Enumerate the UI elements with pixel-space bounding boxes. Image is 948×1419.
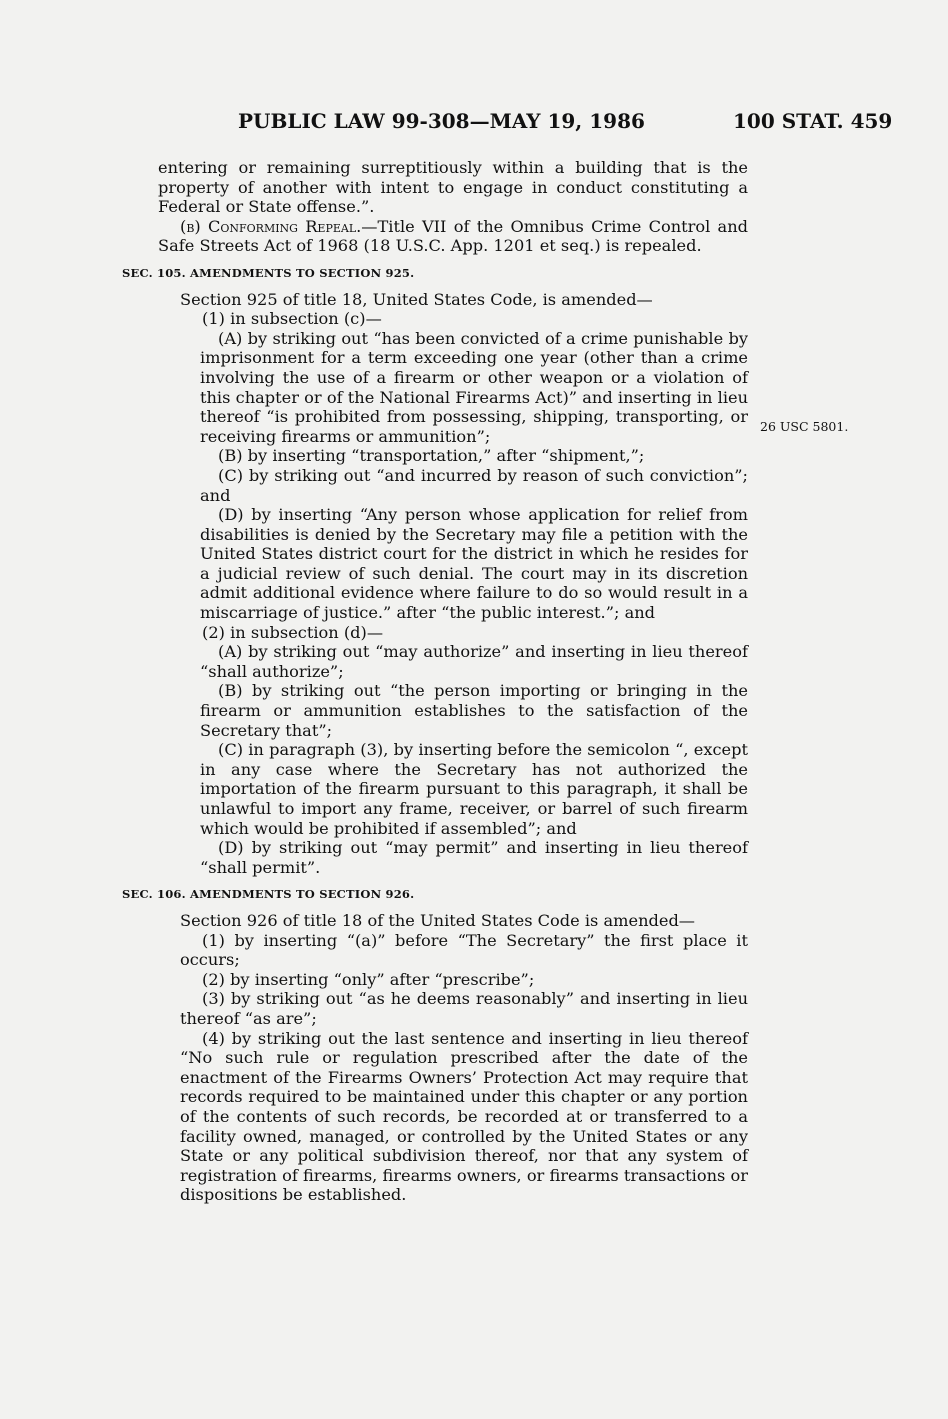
margin-citation: 26 USC 5801.: [760, 419, 849, 434]
section-105-para-1C: (C) by striking out “and incurred by reason of such conviction”; and: [200, 465, 748, 505]
section-heading-106: SEC. 106. AMENDMENTS TO SECTION 926.: [122, 887, 415, 902]
section-105-para-2C: (C) in paragraph (3), by inserting before the semicolon “, except in any case where the Secretary has not authorized the importation of the firearm pursuant to this paragraph, it shall be unlawful to import any frame, receiver, or barrel of such firearm which would be prohibited if assembled”; and: [200, 740, 748, 838]
section-106-para-3: (3) by striking out “as he deems reasonably” and inserting in lieu thereof “as are”;: [180, 989, 748, 1028]
section-106-para-2: (2) by inserting “only” after “prescribe”;: [202, 969, 535, 989]
section-105-para-2B: (B) by striking out “the person importing or bringing in the firearm or ammunition establishes to the satisfaction of the Secretary that”;: [200, 681, 748, 740]
section-heading-105: SEC. 105. AMENDMENTS TO SECTION 925.: [122, 265, 415, 280]
section-105-para-2A: (A) by striking out “may authorize” and inserting in lieu thereof “shall authorize”;: [200, 642, 748, 681]
section-106-para-1: (1) by inserting “(a)” before “The Secretary” the first place it occurs;: [180, 930, 748, 970]
paragraph-continuation: entering or remaining surreptitiously within a building that is the property of another with intent to engage in conduct constituting a Federal or State offense.”.: [158, 158, 748, 217]
paragraph-conforming-repeal: [158, 217, 748, 256]
running-header-title: PUBLIC LAW 99-308—MAY 19, 1986: [238, 109, 645, 133]
section-106-para-4: (4) by striking out the last sentence and inserting in lieu thereof “No such rule or regulation prescribed after the date of the enactment of the Firearms Owners’ Protection Act may require that records required to be maintained under this chapter or any portion of the contents of such records, be recorded at or transferred to a facility owned, managed, or controlled by the United States or any State or any political subdivision thereof, nor that any system of registration of firearms, firearms owners, or firearms transactions or dispositions be established.: [180, 1028, 748, 1205]
section-106-intro: Section 926 of title 18 of the United States Code is amended—: [180, 910, 695, 930]
section-105-para-1D: (D) by inserting “Any person whose application for relief from disabilities is denied by the Secretary may file a petition with the United States district court for the district in which he resides for a judicial review of such denial. The court may in its discretion admit additional evidence where failure to do so would result in a miscarriage of justice.” after “the public interest.”; and: [200, 505, 748, 623]
section-105-para-2D: (D) by striking out “may permit” and inserting in lieu thereof “shall permit”.: [200, 838, 748, 877]
subsection-heading: (b) Conforming Repeal.: [180, 216, 362, 236]
section-105-intro: Section 925 of title 18, United States Code, is amended—: [180, 289, 653, 309]
section-105-para-1A: (A) by striking out “has been convicted of a crime punishable by imprisonment for a term exceeding one year (other than a crime involving the use of a firearm or other weapon or a violation of this chapter or of the National Firearms Act)” and inserting in lieu thereof “is prohibited from possessing, shipping, transporting, or receiving firearms or ammunition”;: [200, 328, 748, 446]
body-text: [122, 158, 748, 1205]
section-105-para-1B: (B) by inserting “transportation,” after “shipment,”;: [218, 446, 645, 466]
section-105-para-2: (2) in subsection (d)—: [202, 622, 384, 642]
subsection-text: —Title VII of the Omnibus Crime Control and Safe Streets Act of 1968 (18 U.S.C. App. 1201 et seq.) is repealed.: [158, 216, 748, 256]
running-header-stat-page: 100 STAT. 459: [733, 109, 893, 133]
section-105-para-1: (1) in subsection (c)—: [202, 309, 382, 329]
